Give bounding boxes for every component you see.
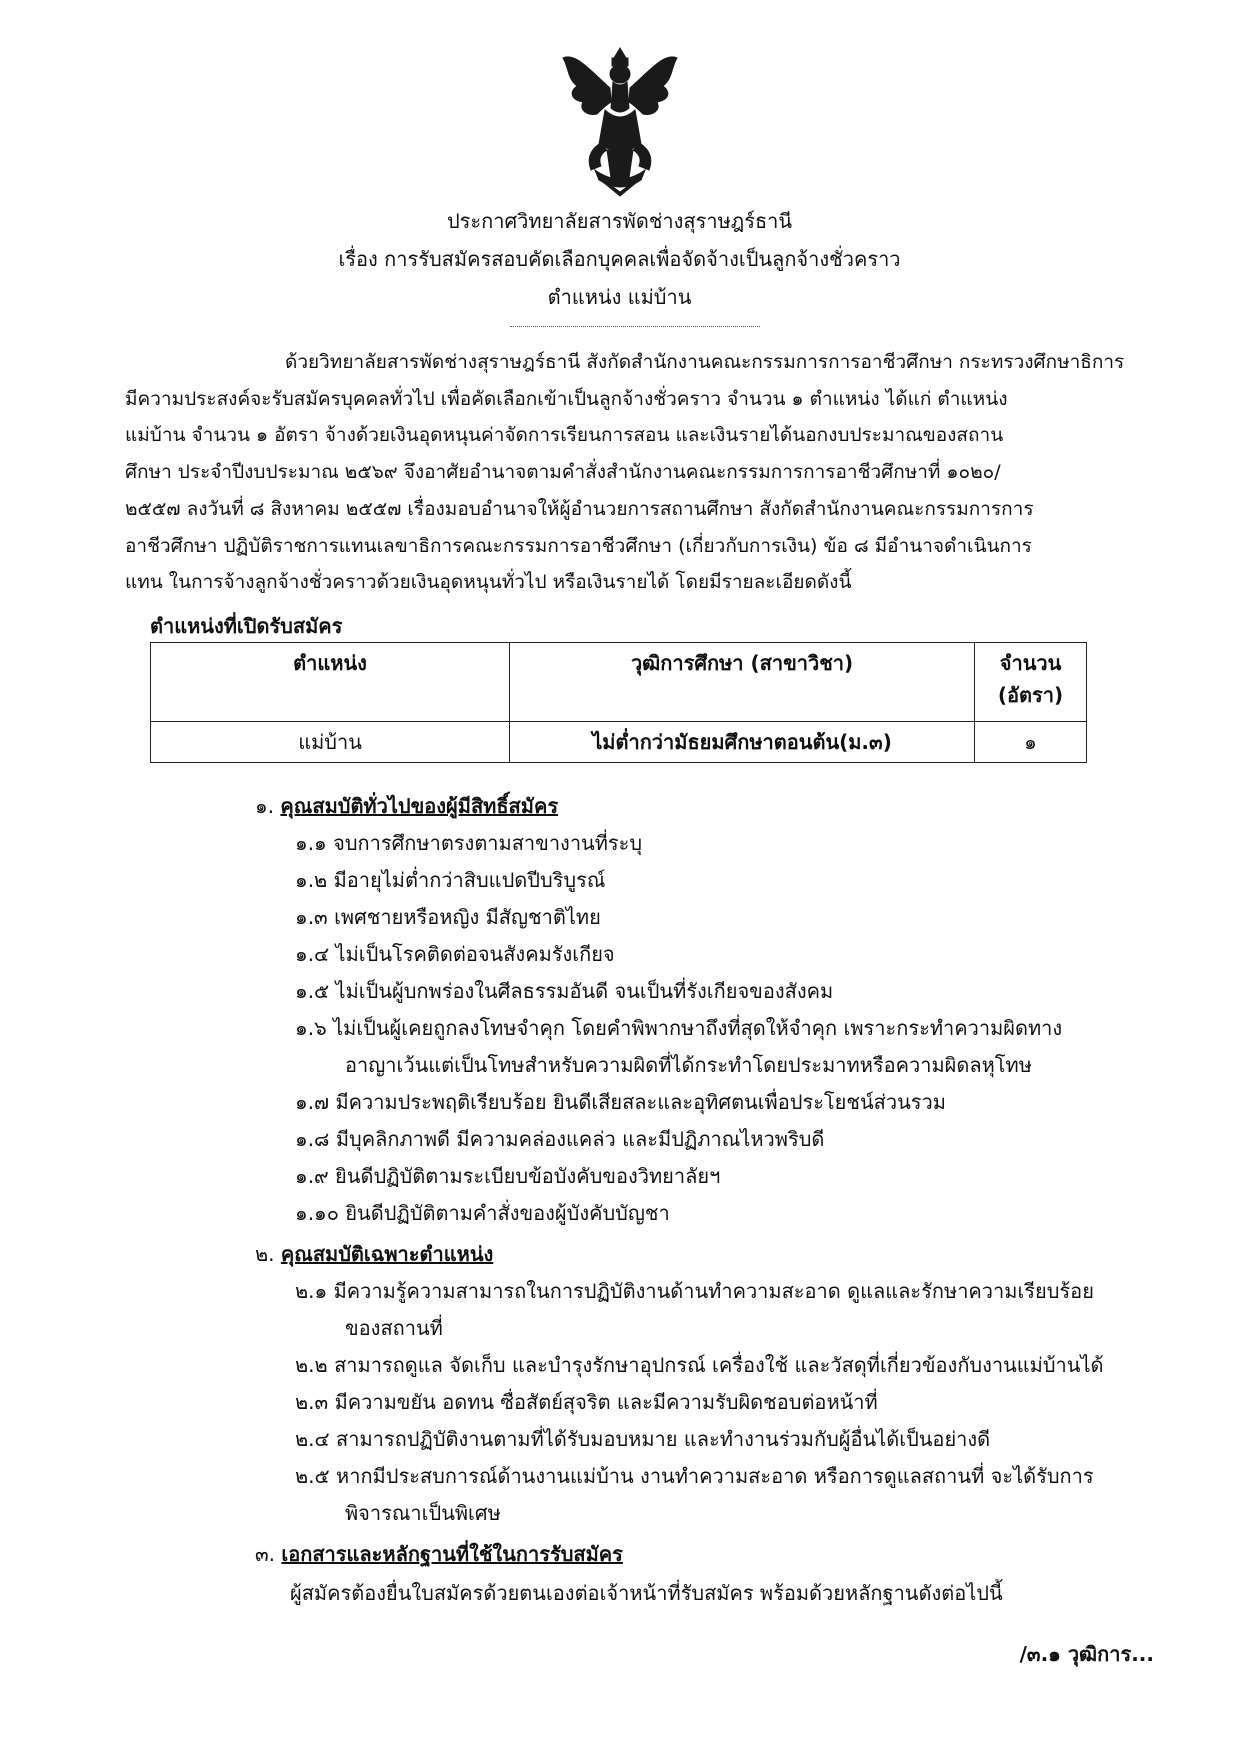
intro-line: แม่บ้าน จำนวน ๑ อัตรา จ้างด้วยเงินอุดหนุนค่าจัดการเรียนการสอน และเงินรายได้นอกงบประมาณของสถาน: [125, 424, 1004, 447]
intro-line: ศึกษา ประจำปีงบประมาณ ๒๕๖๙ จึงอาศัยอำนาจตามคำสั่งสำนักงานคณะกรรมการการอาชีวศึกษาที่ ๑๐๒๐/: [125, 461, 1001, 484]
col-position-header: ตำแหน่ง: [151, 643, 510, 722]
section1-title: คุณสมบัติทั่วไปของผู้มีสิทธิ์สมัคร: [280, 794, 559, 818]
table-row: [151, 722, 1087, 763]
list-item: ๑.๒ มีอายุไม่ต่ำกว่าสิบแปดปีบริบูรณ์: [295, 868, 606, 892]
garuda-emblem-icon: [555, 40, 685, 200]
list-item: ๑.๕ ไม่เป็นผู้บกพร่องในศีลธรรมอันดี จนเป็นที่รังเกียจของสังคม: [295, 979, 834, 1003]
list-item: ๒.๓ มีความขยัน อดทน ซื่อสัตย์สุจริต และมีความรับผิดชอบต่อหน้าที่: [295, 1390, 878, 1414]
list-item: ๑.๔ ไม่เป็นโรคติดต่อจนสังคมรังเกียจ: [295, 942, 615, 966]
table-header-row: [151, 643, 1087, 722]
section3-title: เอกสารและหลักฐานที่ใช้ในการรับสมัคร: [281, 1542, 623, 1566]
intro-line: ด้วยวิทยาลัยสารพัดช่างสุราษฎร์ธานี สังกัดสำนักงานคณะกรรมการการอาชีวศึกษา กระทรวงศึกษาธิการ: [285, 351, 1125, 373]
intro-line: มีความประสงค์จะรับสมัครบุคคลทั่วไป เพื่อคัดเลือกเข้าเป็นลูกจ้างชั่วคราว จำนวน ๑ ตำแหน่ง ได้แก่ ตำแหน่ง: [125, 387, 1008, 410]
list-item: ๑.๑๐ ยินดีปฏิบัติตามคำสั่งของผู้บังคับบัญชา: [295, 1201, 670, 1225]
cell-position: แม่บ้าน: [151, 722, 510, 763]
section2-heading: [255, 1238, 493, 1270]
list-item-continuation: พิจารณาเป็นพิเศษ: [345, 1501, 501, 1525]
list-item: ๑.๙ ยินดีปฏิบัติตามระเบียบข้อบังคับของวิทยาลัยฯ: [295, 1164, 721, 1188]
positions-heading: ตำแหน่งที่เปิดรับสมัคร: [150, 614, 343, 638]
announcement-position: ตำแหน่ง แม่บ้าน: [547, 285, 692, 309]
col-education-header: วุฒิการศึกษา (สาขาวิชา): [510, 643, 975, 722]
list-item: ๑.๖ ไม่เป็นผู้เคยถูกลงโทษจำคุก โดยคำพิพากษาถึงที่สุดให้จำคุก เพราะกระทำความผิดทาง: [295, 1016, 1063, 1040]
section2-title: คุณสมบัติเฉพาะตำแหน่ง: [280, 1242, 494, 1266]
list-item: ๑.๓ เพศชายหรือหญิง มีสัญชาติไทย: [295, 905, 601, 929]
list-item-continuation: อาญาเว้นแต่เป็นโทษสำหรับความผิดที่ได้กระทำโดยประมาทหรือความผิดลหุโทษ: [345, 1053, 1032, 1077]
intro-line: อาชีวศึกษา ปฏิบัติราชการแทนเลขาธิการคณะกรรมการอาชีวศึกษา (เกี่ยวกับการเงิน) ข้อ ๘ มีอำนาจดำเนินการ: [125, 534, 1032, 557]
list-item: ๒.๕ หากมีประสบการณ์ด้านงานแม่บ้าน งานทำความสะอาด หรือการดูแลสถานที่ จะได้รับการ: [295, 1464, 1094, 1488]
intro-paragraph: [125, 344, 1125, 601]
list-item: ๒.๑ มีความรู้ความสามารถในการปฏิบัติงานด้านทำความสะอาด ดูแลและรักษาความเรียบร้อย: [295, 1279, 1094, 1303]
list-item: ๑.๘ มีบุคลิกภาพดี มีความคล่องแคล่ว และมีปฏิภาณไหวพริบดี: [295, 1127, 825, 1151]
list-item: ๑.๗ มีความประพฤติเรียบร้อย ยินดีเสียสละและอุทิศตนเพื่อประโยชน์ส่วนรวม: [295, 1090, 946, 1114]
dotted-separator: [510, 326, 760, 327]
list-item: ๒.๔ สามารถปฏิบัติงานตามที่ได้รับมอบหมาย และทำงานร่วมกับผู้อื่นได้เป็นอย่างดี: [295, 1427, 991, 1451]
section2-number: ๒.: [255, 1242, 275, 1266]
announcement-title: ประกาศวิทยาลัยสารพัดช่างสุราษฎร์ธานี: [446, 209, 793, 233]
list-item: ๒.๒ สามารถดูแล จัดเก็บ และบำรุงรักษาอุปกรณ์ เครื่องใช้ และวัสดุที่เกี่ยวข้องกับงานแม่บ้านได้: [295, 1353, 1104, 1377]
positions-table: [150, 642, 1087, 763]
section1-heading: [255, 790, 558, 822]
section3-heading: [255, 1538, 623, 1570]
list-item: ๑.๑ จบการศึกษาตรงตามสาขางานที่ระบุ: [295, 831, 643, 855]
list-item-continuation: ของสถานที่: [345, 1316, 443, 1340]
page-continuation-note: /๓.๑ วุฒิการ...: [1019, 1642, 1154, 1666]
section3-text: ผู้สมัครต้องยื่นใบสมัครด้วยตนเองต่อเจ้าหน้าที่รับสมัคร พร้อมด้วยหลักฐานดังต่อไปนี้: [290, 1581, 1003, 1605]
cell-count: ๑: [975, 722, 1087, 763]
announcement-subject: เรื่อง การรับสมัครสอบคัดเลือกบุคคลเพื่อจัดจ้างเป็นลูกจ้างชั่วคราว: [338, 247, 901, 271]
intro-line: ๒๕๕๗ ลงวันที่ ๘ สิงหาคม ๒๕๕๗ เรื่องมอบอำนาจให้ผู้อำนวยการสถานศึกษา สังกัดสำนักงานคณะกรรมการการ: [125, 497, 1034, 520]
section1-number: ๑.: [255, 794, 275, 818]
intro-line: แทน ในการจ้างลูกจ้างชั่วคราวด้วยเงินอุดหนุนทั่วไป หรือเงินรายได้ โดยมีรายละเอียดดังนี้: [125, 571, 852, 594]
col-count-header: จำนวน (อัตรา): [975, 643, 1087, 722]
section3-number: ๓.: [255, 1542, 276, 1566]
cell-education: ไม่ต่ำกว่ามัธยมศึกษาตอนต้น(ม.๓): [510, 722, 975, 763]
